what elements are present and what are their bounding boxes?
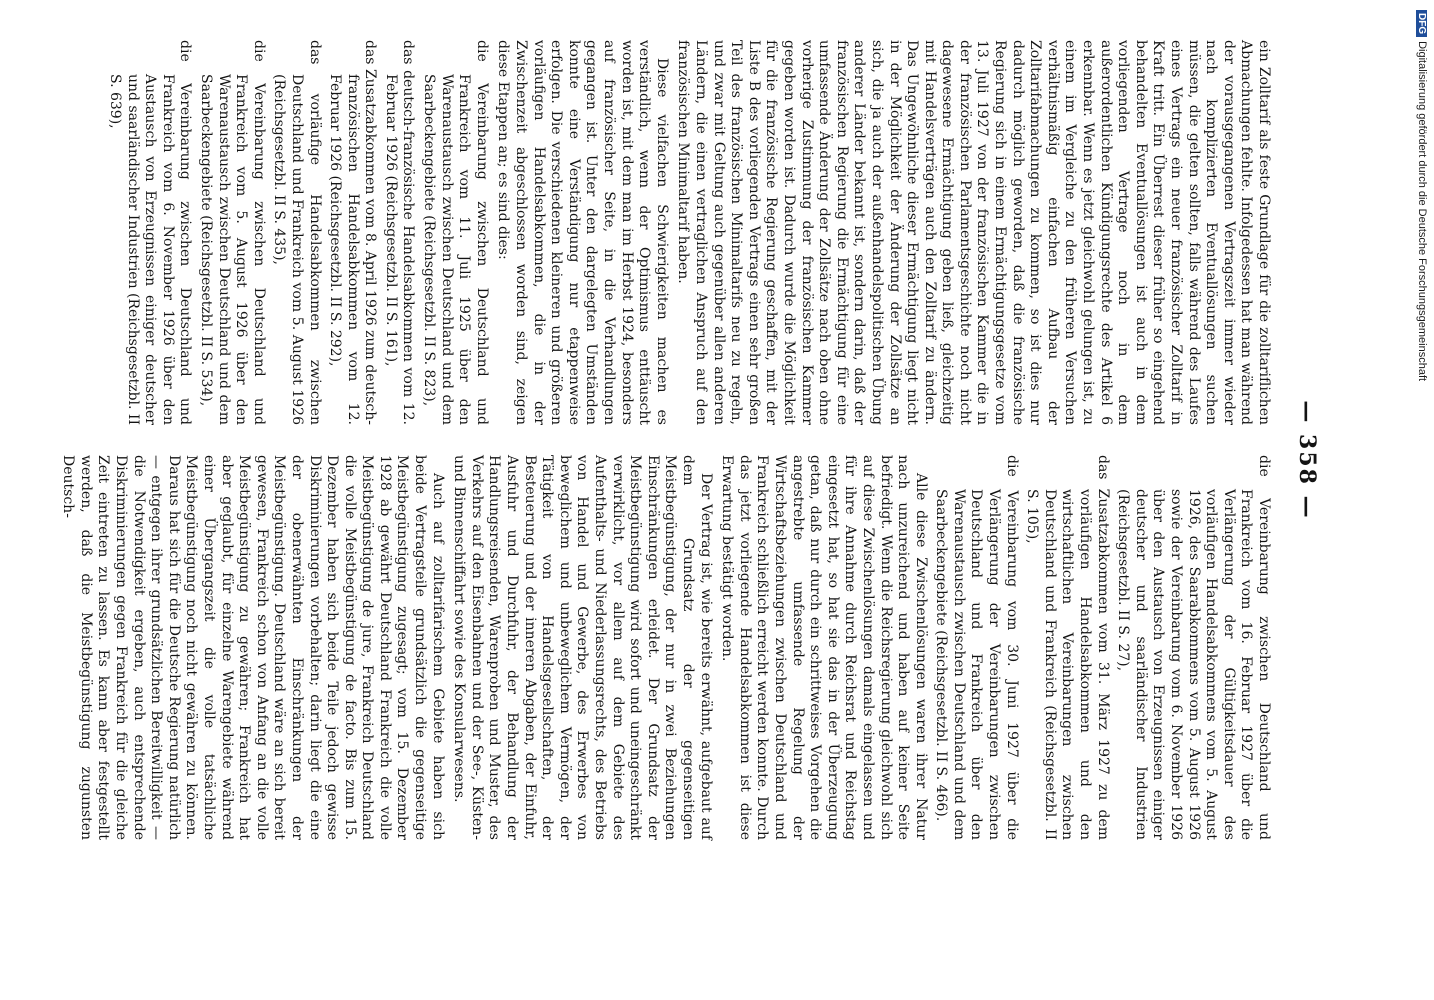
agreement-list-item: die Vereinbarung zwischen Deutschland und Frankreich vom 5. August 1926 über den Warenaustausch zwischen Deutschland und dem Saarbeckengebiete (Reichsgesetzbl. II S. 534), [197,40,267,425]
right-paragraph-3: Auch auf zolltarifarischem Gebiete haben sich beide Vertragsteile grundsätzlich die gegenseitige Meistbegünstigung zugesagt; vom 15. Dezember 1928 ab gewährt Deutschland Frankreich die volle Meistbegünstigung de jure, Frankreich Deutschland die volle Meistbegünstigung de facto. Bis zum 15. Dezember haben sich beide Teile jedoch gewisse Diskriminierungen vorbehalten; darin liegt die eine der obenerwähnten Einschränkungen der Meistbegünstigung. Deutschland wäre an sich bereit gewesen, Frankreich schon von Anfang an die volle Meistbegünstigung zu gewähren; Frankreich hat aber geglaubt, für einzelne Warengebiete während einer Übergangszeit die volle tatsächliche Meistbegünstigung noch nicht gewähren zu können. Daraus hat sich für die Deutsche Regierung natürlich — entgegen ihrer grundsätzlichen Bereitwilligkeit — die Notwendigkeit ergeben, auch entsprechende Diskriminierungen gegen Frankreich für die gleiche Zeit eintreten zu lassen. Es kann aber festgestellt werden, daß die Meistbegünstigung zugunsten Deutsch- [60,455,446,840]
left-paragraph-2: Diese vielfachen Schwierigkeiten machen es verständlich, wenn der Optimismus enttäuscht worden ist, mit dem man im Herbst 1924, besonders auf französischer Seite, in die Verhandlungen gegangen ist. Unter den dargelegten Umständen konnte eine Verständigung nur etappenweise erfolgen. Die verschiedenen kleineren und größeren vorläufigen Handelsabkommen, die in der Zwischenzeit abgeschlossen worden sind, zeigen diese Etappen an; es sind dies: [495,40,670,425]
right-paragraph-2: Der Vertrag ist, wie bereits erwähnt, aufgebaut auf dem Grundsatz der gegenseitigen Meistbegünstigung, der nur in zwei Beziehungen Einschränkungen erleidet. Der Grundsatz der Meistbegünstigung wird sofort und uneingeschränkt verwirklicht, vor allem auf dem Gebiete des Aufenthalts- und Niederlassungsrechts, des Betriebs von Handel und Gewerbe, des Erwerbes von beweglichem und unbeweglichem Vermögen, der Tätigkeit von Handelsgesellschaften, der Besteuerung und der inneren Abgaben, der Einfuhr, Ausfuhr und Durchfuhr, der Behandlung der Handlungsreisenden, Warenproben und Muster, des Verkehrs auf den Eisenbahnen und der See-, Küsten- und Binnenschiffahrt sowie des Konsularwesens. [451,455,714,840]
rotated-page-content [60,40,1320,1000]
right-paragraph-1: Alle diese Zwischenlösungen waren ihrer Natur nach unzureichend und haben auf keiner Seite befriedigt. Wenn die Reichsregierung gleichwohl sich auf diese Zwischenlösungen damals eingelassen und für ihre Annahme durch Reichsrat und Reichstag eingesetzt hat, so hat sie das in der Überzeugung getan, daß nur durch ein schrittweises Vorgehen die angestrebte umfassende Regelung der Wirtschaftsbeziehungen zwischen Deutschland und Frankreich schließlich erreicht werden konnte. Durch das jetzt vorliegende Handelsabkommen ist diese Erwartung bestätigt worden. [719,455,929,840]
agreement-list-item: die Vereinbarung zwischen Deutschland und Frankreich vom 16. Februar 1927 über die Verlängerung der Gültigkeitsdauer des vorläufigen Handelsabkommens vom 5. August 1926, des Saarabkommens vom 5. August 1926 sowie der Vereinbarung vom 6. November 1926 über den Austausch von Erzeugnissen einiger deutscher und saarländischer Industrien (Reichsgesetzbl. II S. 27), [1115,455,1272,840]
agreement-list-item: die Vereinbarung zwischen Deutschland und Frankreich vom 6. November 1926 über den Austausch von Erzeugnissen einiger deutscher und saarländischer Industrien (Reichsgesetzbl. II S. 639), [107,40,194,425]
digitization-credit [1412,10,1430,990]
page-body [60,40,1320,880]
agreement-list-item: die Vereinbarung vom 30. Juni 1927 über die Verlängerung der Vereinbarungen zwischen Deutschland und Frankreich über den Warenaustausch zwischen Deutschland und dem Saarbeckengebiete (Reichsgesetzbl. II S. 466). [933,455,1020,840]
agreement-list-item: die Vereinbarung zwischen Deutschland und Frankreich vom 11. Juli 1925 über den Warenaustausch zwischen Deutschland und dem Saarbeckengebiete (Reichsgesetzbl. II S. 823), [421,40,490,425]
page-number: — 358 — [1294,400,1320,520]
left-column [102,40,1272,425]
credit-text-wrapper [1416,10,1428,770]
right-column [55,455,1272,840]
agreement-list-item: das Zusatzabkommen vom 8. April 1926 zum deutsch-französischen Handelsabkommen vom 12. Februar 1926 (Reichsgesetzbl. II S. 292), [327,40,379,425]
agreement-list-item: das vorläufige Handelsabkommen zwischen Deutschland und Frankreich vom 5. August 1926 (Reichsgesetzbl. II S. 435), [271,40,323,425]
agreement-list-item: das Zusatzabkommen vom 31. März 1927 zu dem vorläufigen Handelsabkommen und den wirtschaftlichen Vereinbarungen zwischen Deutschland und Frankreich (Reichsgesetzbl. II S. 105), [1024,455,1111,840]
agreement-list-item: das deutsch-französische Handelsabkommen vom 12. Februar 1926 (Reichsgesetzbl. II S. 161), [382,40,417,425]
credit-text: Digitalisierung gefördert durch die Deutsche Forschungsgemeinschaft [1416,41,1428,382]
dfg-logo: DFG [1416,10,1427,37]
left-paragraph-1: ein Zolltarif als feste Grundlage für die zolltariflichen Abmachungen fehlte. Infolgedessen hat man während der vorausgegangenen Vertragszeit immer wieder nach komplizierten Eventuallösungen suchen müssen, die gelten sollten, falls während des Laufes eines Vertrags ein neuer französischer Zolltarif in Kraft tritt. Ein Überrest dieser früher so eingehend behandelten Eventuallösungen ist auch in dem vorliegenden Vertrage noch in dem außerordentlichen Kündigungsrechte des Artikel 6 erkennbar. Wenn es jetzt gleichwohl gelungen ist, zu einem im Vergleiche zu den früheren Versuchen verhältnismäßig einfachen Aufbau der Zolltarifabmachungen zu kommen, so ist dies nur dadurch möglich geworden, daß die französische Regierung sich in einem Ermächtigungsgesetze vom 13. Juli 1927 von der französischen Kammer die in der französischen Parlamentsgeschichte noch nicht dagewesene Ermächtigung geben ließ, gleichzeitig mit Handelsverträgen auch den Zolltarif zu ändern. Das Ungewöhnliche dieser Ermächtigung liegt nicht in der Möglichkeit der Änderung der Zollsätze an sich, die ja auch der außenhandelspolitischen Übung anderer Länder bekannt ist, sondern darin, daß der französischen Regierung die Ermächtigung für eine umfassende Änderung der Zollsätze nach oben ohne vorherige Zustimmung der französischen Kammer gegeben worden ist. Dadurch wurde die Möglichkeit für die französische Regierung geschaffen, mit der Liste B des vorliegenden Vertrags einen sehr großen Teil des französischen Minimaltarifs neu zu regeln, und zwar mit Geltung auch gegenüber allen anderen Ländern, die einen vertraglichen Anspruch auf den französischen Minimaltarif haben. [675,40,1272,425]
